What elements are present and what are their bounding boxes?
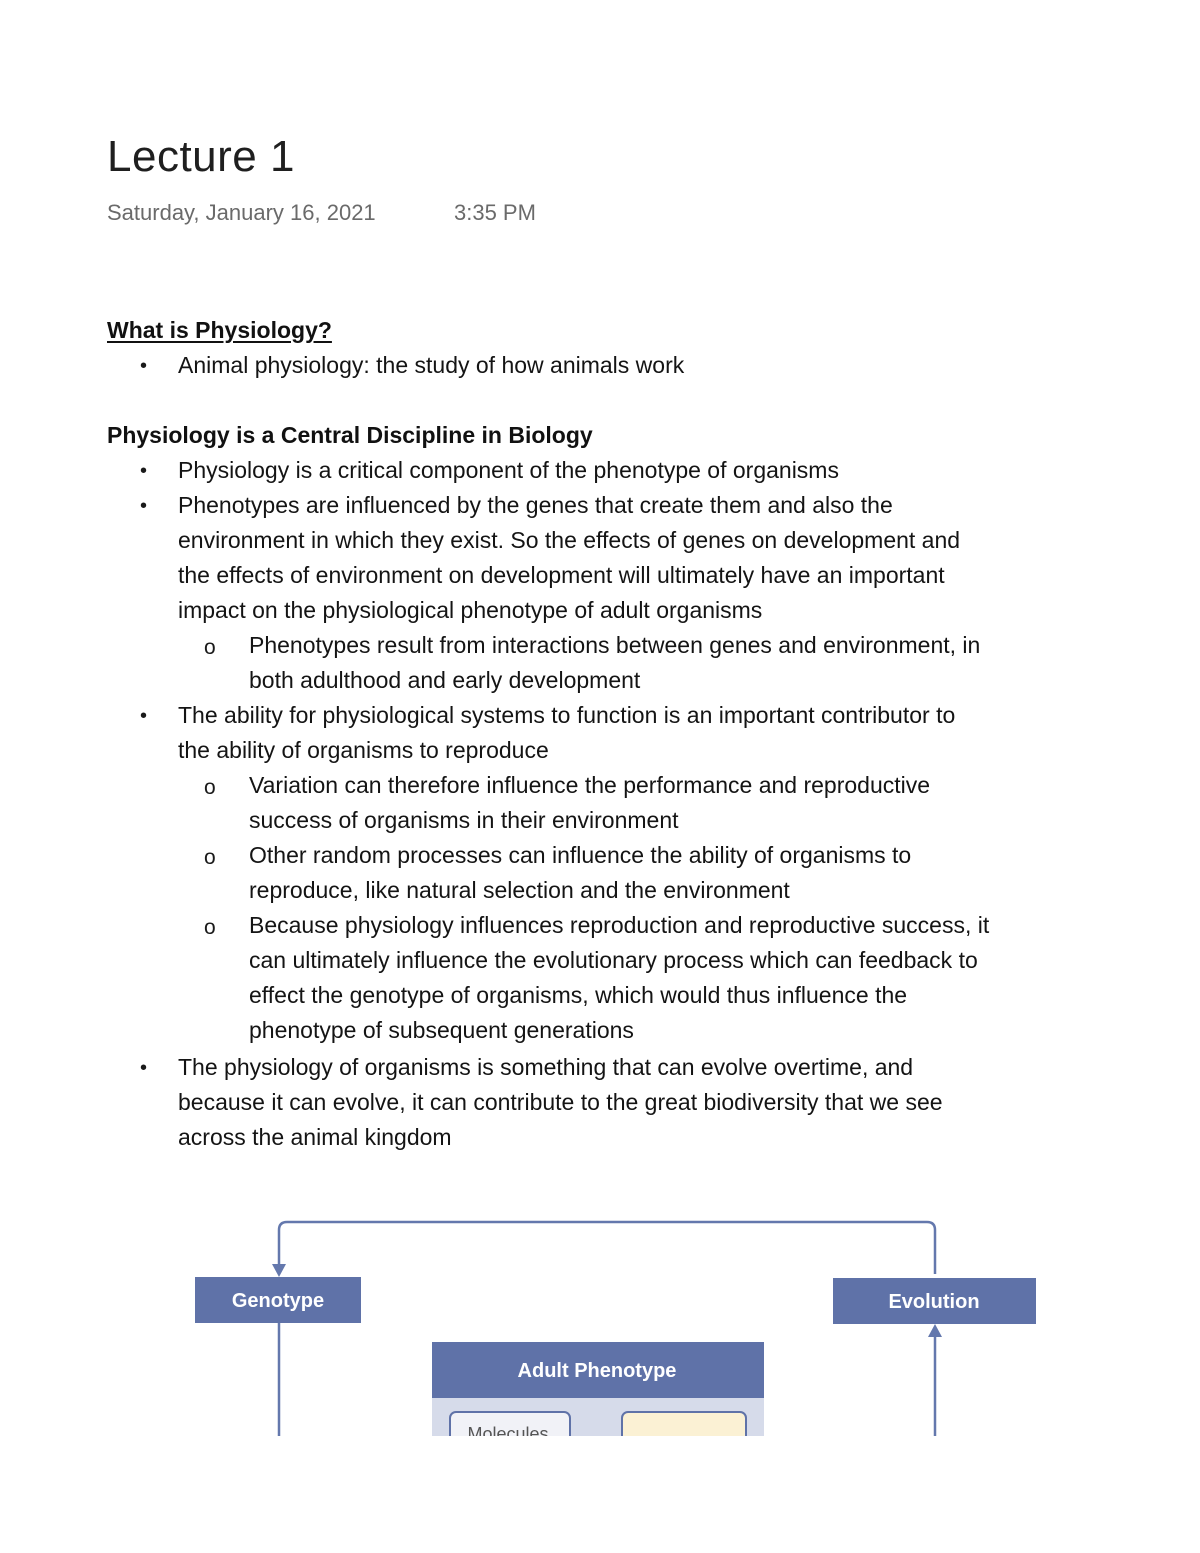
- bullet-glyph: •: [140, 355, 148, 377]
- bullet-text: Phenotypes are influenced by the genes that create them and also the: [178, 492, 893, 518]
- sub-bullet-text: Because physiology influences reproduction and reproductive success, it: [249, 912, 990, 938]
- date-label: Saturday, January 16, 2021: [107, 200, 376, 225]
- sub-bullet-text: can ultimately influence the evolutionary process which can feedback to: [249, 947, 978, 973]
- sub-bullet-glyph: o: [204, 846, 216, 869]
- sub-bullet-text: Phenotypes result from interactions between genes and environment, in: [249, 632, 981, 658]
- arrow-down-to-genotype-icon: [272, 1264, 286, 1277]
- inner-yellow-box: [622, 1412, 746, 1436]
- bullet-text: impact on the physiological phenotype of adult organisms: [178, 597, 763, 623]
- bullet-text: The physiology of organisms is something that can evolve overtime, and: [178, 1054, 914, 1080]
- sub-bullet-text: effect the genotype of organisms, which would thus influence the: [249, 982, 908, 1008]
- sub-bullet-text: Variation can therefore influence the performance and reproductive: [249, 772, 931, 798]
- time-label: 3:35 PM: [454, 200, 536, 225]
- bullet-text: Physiology is a critical component of the phenotype of organisms: [178, 457, 839, 483]
- bullet-glyph: •: [140, 495, 148, 517]
- bullet-text: across the animal kingdom: [178, 1124, 452, 1150]
- sub-bullet-glyph: o: [204, 916, 216, 939]
- sub-bullet-text: Other random processes can influence the ability of organisms to: [249, 842, 912, 868]
- bullet-glyph: •: [140, 1057, 148, 1079]
- sub-bullet-text: reproduce, like natural selection and the environment: [249, 877, 790, 903]
- evolution-label: Evolution: [888, 1291, 980, 1313]
- phenotype-diagram: [0, 1190, 1200, 1436]
- arrow-up-to-evolution-icon: [928, 1324, 942, 1337]
- page-title: Lecture 1: [107, 132, 295, 181]
- bullet-text: the ability of organisms to reproduce: [178, 737, 549, 763]
- sub-bullet-text: both adulthood and early development: [249, 667, 641, 693]
- bullet-glyph: •: [140, 705, 148, 727]
- adult-phenotype-label: Adult Phenotype: [517, 1360, 677, 1382]
- feedback-arrow-line: [279, 1222, 935, 1274]
- sub-bullet-glyph: o: [204, 636, 216, 659]
- section-heading-what-is-physiology: What is Physiology?: [107, 317, 332, 343]
- bullet-text: environment in which they exist. So the effects of genes on development and: [178, 527, 961, 553]
- genotype-label: Genotype: [231, 1290, 325, 1312]
- bullet-text: The ability for physiological systems to function is an important contributor to: [178, 702, 956, 728]
- sub-bullet-glyph: o: [204, 776, 216, 799]
- bullet-text: the effects of environment on development will ultimately have an important: [178, 562, 945, 588]
- molecules-label: Molecules: [467, 1424, 549, 1436]
- bullet-text: Animal physiology: the study of how animals work: [178, 352, 685, 378]
- bullet-glyph: •: [140, 460, 148, 482]
- bullet-text: because it can evolve, it can contribute to the great biodiversity that we see: [178, 1089, 943, 1115]
- section-heading-central-discipline: Physiology is a Central Discipline in Biology: [107, 422, 593, 448]
- sub-bullet-text: phenotype of subsequent generations: [249, 1017, 634, 1043]
- sub-bullet-text: success of organisms in their environment: [249, 807, 679, 833]
